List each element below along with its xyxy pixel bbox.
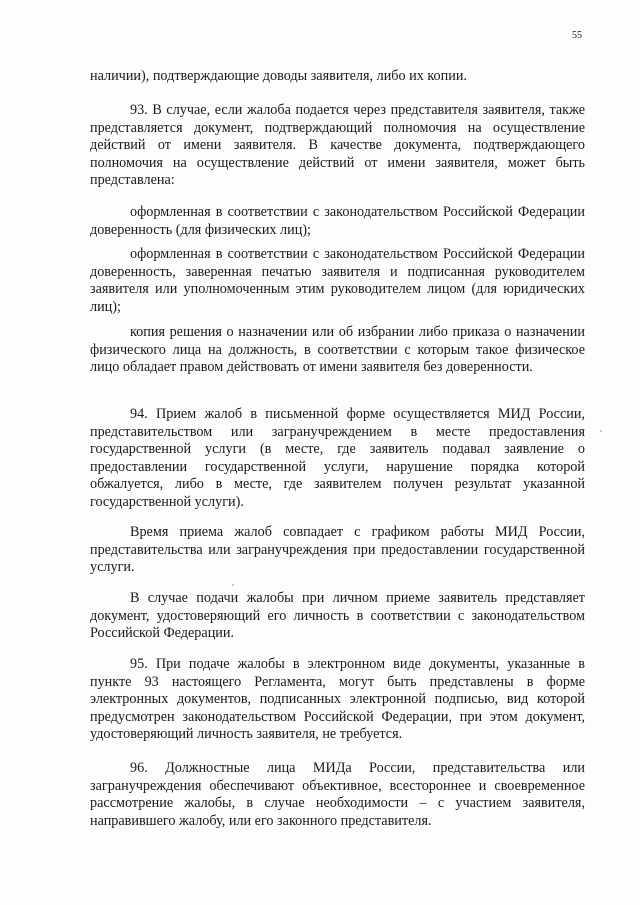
list-item-appointment-copy: копия решения о назначении или об избрании либо приказа о назначении физического лица на должность, в соответствии с которым такое физическое лицо обладает правом действовать от имени заявителя без доверенности.: [90, 324, 585, 376]
paragraph-continuation: наличии), подтверждающие доводы заявителя, либо их копии.: [90, 68, 467, 84]
list-item-physical-persons: оформленная в соответствии с законодательством Российской Федерации доверенность (для физических лиц);: [90, 204, 585, 238]
paragraph-reception-time: Время приема жалоб совпадает с графиком работы МИД России, представительства или загранучреждения при предоставлении государственной услуги.: [90, 524, 585, 576]
paragraph-personal-reception: В случае подачи жалобы при личном приеме заявитель представляет документ, удостоверяющий его личность в соответствии с законодательством Российской Федерации.: [90, 590, 585, 642]
page-number: 55: [572, 30, 582, 41]
paragraph-96: 96. Должностные лица МИДа России, представительства или загранучреждения обеспечивают объективное, всестороннее и своевременное рассмотрение жалобы, в случае необходимости – с участием заявителя, направившего жалобу, или его законного представителя.: [90, 760, 585, 829]
scan-artifact: [600, 430, 602, 432]
scan-artifact: [232, 584, 234, 586]
paragraph-94: 94. Прием жалоб в письменной форме осуществляется МИД России, представительством или загранучреждением в месте предоставления государственной услуги (в месте, где заявитель подавал заявление о предоставлении государственной услуги, нарушение порядка которой обжалуется, либо в месте, где заявителем получен результат указанной государственной услуги).: [90, 406, 585, 510]
list-item-legal-entities: оформленная в соответствии с законодательством Российской Федерации доверенность, заверенная печатью заявителя и подписанная руководителем заявителя или уполномоченным этим руководителем лицом (для юридических лиц);: [90, 246, 585, 315]
paragraph-95: 95. При подаче жалобы в электронном виде документы, указанные в пункте 93 настоящего Регламента, могут быть представлены в форме электронных документов, подписанных электронной подписью, вид которой предусмотрен законодательством Российской Федерации, при этом документ, удостоверяющий личность заявителя, не требуется.: [90, 656, 585, 743]
paragraph-93: 93. В случае, если жалоба подается через представителя заявителя, также представляется документ, подтверждающий полномочия на осуществление действий от имени заявителя. В качестве документа, подтверждающего полномочия на осуществление действий от имени заявителя, может быть представлена:: [90, 102, 585, 189]
